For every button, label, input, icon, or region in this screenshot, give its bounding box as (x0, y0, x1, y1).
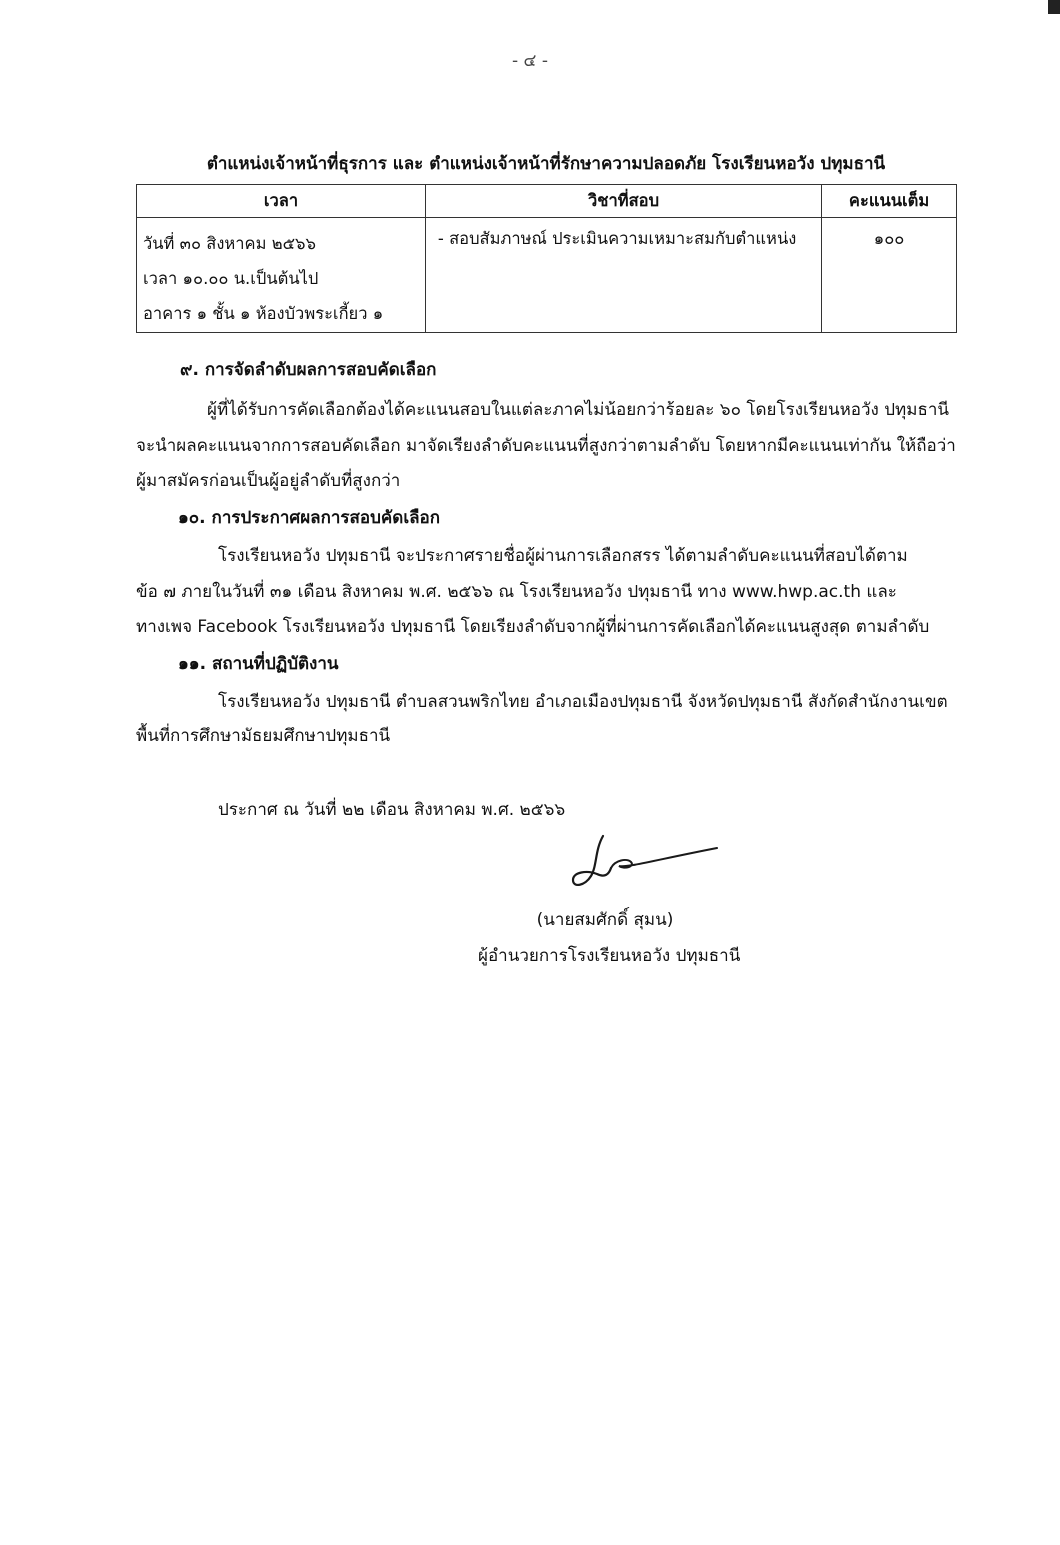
cell-subject: - สอบสัมภาษณ์ ประเมินความเหมาะสมกับตำแหน่ง (425, 218, 821, 333)
time-place: อาคาร ๑ ชั้น ๑ ห้องบัวพระเกี้ยว ๑ (143, 304, 384, 323)
header-full-score: คะแนนเต็ม (822, 185, 957, 218)
table-header-row (137, 185, 957, 218)
table-row (137, 218, 957, 333)
table-title: ตำแหน่งเจ้าหน้าที่ธุรการ และ ตำแหน่งเจ้าหน้าที่รักษาความปลอดภัย โรงเรียนหอวัง ปทุมธานี (206, 154, 886, 174)
section-9-line-2: จะนำผลคะแนนจากการสอบคัดเลือก มาจัดเรียงลำดับคะแนนที่สูงกว่าตามลำดับ โดยหากมีคะแนนเท่ากัน ให้ถือว่า (136, 436, 956, 456)
section-9-line-1: ผู้ที่ได้รับการคัดเลือกต้องได้คะแนนสอบในแต่ละภาคไม่น้อยกว่าร้อยละ ๖๐ โดยโรงเรียนหอวัง ปทุมธานี (207, 400, 949, 420)
time-hour: เวลา ๑๐.๐๐ น.เป็นต้นไป (143, 269, 319, 288)
header-subject: วิชาที่สอบ (425, 185, 821, 218)
announcement-date: ประกาศ ณ วันที่ ๒๒ เดือน สิงหาคม พ.ศ. ๒๕๖๖ (218, 800, 566, 820)
header-time: เวลา (137, 185, 426, 218)
section-9-line-3: ผู้มาสมัครก่อนเป็นผู้อยู่ลำดับที่สูงกว่า (136, 471, 401, 491)
section-10-heading: ๑๐. การประกาศผลการสอบคัดเลือก (178, 508, 441, 528)
section-9-heading: ๙. การจัดลำดับผลการสอบคัดเลือก (180, 360, 437, 380)
cell-time (137, 218, 426, 333)
page-number: - ๔ - (512, 51, 548, 71)
scan-edge-mark (1048, 0, 1060, 14)
exam-schedule-table (136, 184, 957, 333)
section-11-line-1: โรงเรียนหอวัง ปทุมธานี ตำบลสวนพริกไทย อำเภอเมืองปทุมธานี จังหวัดปทุมธานี สังกัดสำนักงานเขต (218, 692, 948, 712)
signatory-name: (นายสมศักดิ์ สุมน) (536, 910, 674, 930)
section-10-line-2: ข้อ ๗ ภายในวันที่ ๓๑ เดือน สิงหาคม พ.ศ. ๒๕๖๖ ณ โรงเรียนหอวัง ปทุมธานี ทาง www.hwp.ac.th และ (136, 582, 897, 602)
section-11-heading: ๑๑. สถานที่ปฏิบัติงาน (178, 654, 339, 674)
section-11-line-2: พื้นที่การศึกษามัธยมศึกษาปทุมธานี (136, 726, 391, 746)
signatory-title: ผู้อำนวยการโรงเรียนหอวัง ปทุมธานี (478, 946, 741, 966)
section-10-line-3: ทางเพจ Facebook โรงเรียนหอวัง ปทุมธานี โดยเรียงลำดับจากผู้ที่ผ่านการคัดเลือกได้คะแนนสูงสุด ตามลำดับ (136, 617, 930, 637)
signature-image (565, 830, 735, 900)
section-10-line-1: โรงเรียนหอวัง ปทุมธานี จะประกาศรายชื่อผู้ผ่านการเลือกสรร ได้ตามลำดับคะแนนที่สอบได้ตาม (218, 546, 908, 566)
time-date: วันที่ ๓๐ สิงหาคม ๒๕๖๖ (143, 234, 317, 253)
cell-score: ๑๐๐ (822, 218, 957, 333)
